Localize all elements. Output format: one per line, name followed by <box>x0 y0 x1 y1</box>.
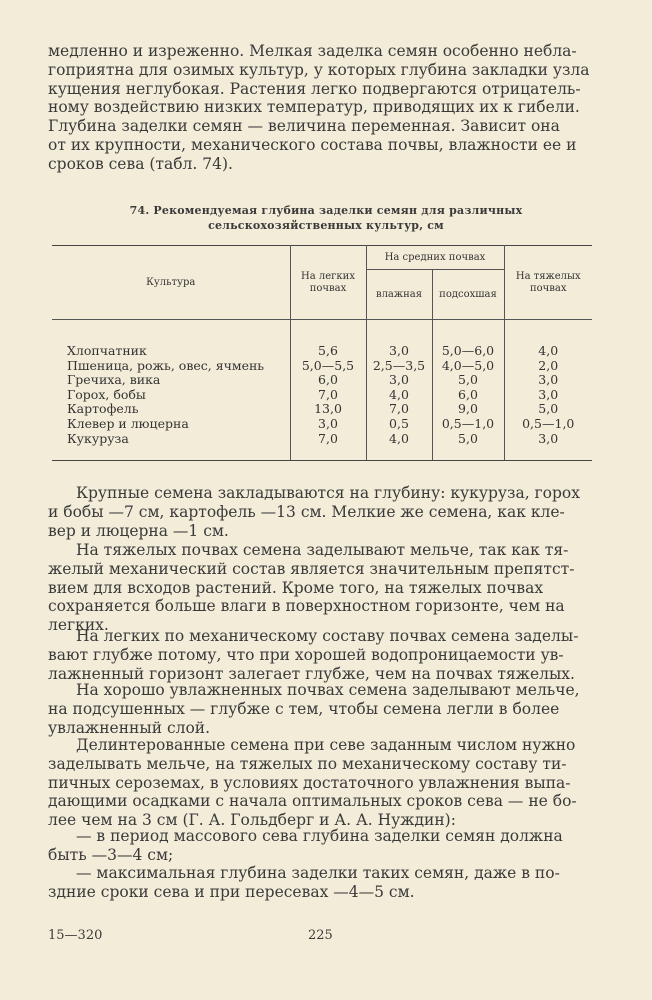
paragraph <box>48 681 604 737</box>
text-line: пичных сероземах, в условиях достаточного увлажнения выпа- <box>48 773 571 792</box>
text-line: дающими осадками с начала оптимальных сроков сева — не бо- <box>48 792 577 811</box>
text-line: вают глубже потому, что при хорошей водопроницаемости ув- <box>48 645 564 664</box>
table-row <box>52 359 592 374</box>
cell-culture: Пшеница, рожь, овес, ячмень <box>52 359 290 374</box>
cell-light: 3,0 <box>290 417 366 432</box>
cell-dry: 4,0—5,0 <box>432 359 504 374</box>
intro-paragraph <box>48 42 604 174</box>
printer-signature: 15—320 <box>48 928 103 943</box>
text-line: кущения неглубокая. Растения легко подвергаются отрицатель- <box>48 79 581 98</box>
text-line: — в период массового сева глубина заделки семян должна <box>76 827 563 845</box>
text-line: Крупные семена закладываются на глубину: кукуруза, горох <box>76 484 580 502</box>
cell-heavy: 2,0 <box>504 359 592 374</box>
page-number: 225 <box>308 928 333 943</box>
text-line: лее чем на 3 см (Г. А. Гольдберг и А. А. Нуждин): <box>48 811 456 830</box>
header-medium-soils: На средних почвах <box>366 246 504 270</box>
cell-light: 13,0 <box>290 402 366 417</box>
text-line: сроков сева (табл. 74). <box>48 154 233 173</box>
table-row <box>52 388 592 403</box>
table-caption-line: сельскохозяйственных культур, см <box>208 219 444 232</box>
text-line: от их крупности, механического состава почвы, влажности ее и <box>48 135 577 154</box>
paragraph <box>48 827 604 865</box>
cell-heavy: 4,0 <box>504 320 592 359</box>
cell-heavy: 3,0 <box>504 388 592 403</box>
text-line: увлажненный слой. <box>48 718 211 737</box>
text-line: и бобы —7 см, картофель —13 см. Мелкие же семена, как кле- <box>48 502 565 521</box>
header-heavy-soils: На тяжелых почвах <box>504 246 592 320</box>
cell-heavy: 0,5—1,0 <box>504 417 592 432</box>
seed-depth-table <box>52 245 592 461</box>
cell-heavy: 3,0 <box>504 373 592 388</box>
table-row <box>52 320 592 359</box>
cell-moist: 3,0 <box>366 373 432 388</box>
cell-dry: 0,5—1,0 <box>432 417 504 432</box>
text-line: ному воздействию низких температур, приводящих их к гибели. <box>48 98 580 117</box>
cell-moist: 7,0 <box>366 402 432 417</box>
text-line: Глубина заделки семян — величина переменная. Зависит она <box>48 117 560 136</box>
header-dry: подсохшая <box>432 270 504 320</box>
paragraph <box>48 736 604 830</box>
paragraph <box>48 627 604 683</box>
text-line: сохраняется больше влаги в поверхностном горизонте, чем на <box>48 597 565 616</box>
text-line: медленно и изреженно. Мелкая заделка семян особенно небла- <box>48 42 577 60</box>
paragraph <box>48 541 604 635</box>
cell-light: 6,0 <box>290 373 366 388</box>
cell-culture: Картофель <box>52 402 290 417</box>
cell-culture: Кукуруза <box>52 432 290 461</box>
cell-culture: Хлопчатник <box>52 320 290 359</box>
text-line: на подсушенных — глубже с тем, чтобы семена легли в более <box>48 699 560 718</box>
table-row <box>52 432 592 461</box>
cell-light: 7,0 <box>290 432 366 461</box>
text-line: На хорошо увлажненных почвах семена заделывают мельче, <box>76 681 580 699</box>
text-line: — максимальная глубина заделки таких семян, даже в по- <box>76 864 560 882</box>
text-line: На легких по механическому составу почвах семена заделы- <box>76 627 579 645</box>
cell-culture: Клевер и люцерна <box>52 417 290 432</box>
cell-moist: 0,5 <box>366 417 432 432</box>
cell-moist: 4,0 <box>366 388 432 403</box>
cell-heavy: 3,0 <box>504 432 592 461</box>
text-line: На тяжелых почвах семена заделывают мельче, так как тя- <box>76 541 569 559</box>
table-caption <box>60 203 592 233</box>
cell-light: 5,0—5,5 <box>290 359 366 374</box>
header-culture: Культура <box>52 246 290 320</box>
cell-dry: 9,0 <box>432 402 504 417</box>
text-line: желый механический состав является значительным препятст- <box>48 559 575 578</box>
text-line: легких. <box>48 616 109 635</box>
cell-culture: Горох, бобы <box>52 388 290 403</box>
cell-moist: 2,5—3,5 <box>366 359 432 374</box>
cell-heavy: 5,0 <box>504 402 592 417</box>
table-row <box>52 402 592 417</box>
cell-light: 5,6 <box>290 320 366 359</box>
text-line: гоприятна для озимых культур, у которых глубина закладки узла <box>48 60 590 79</box>
cell-dry: 5,0 <box>432 432 504 461</box>
text-line: вер и люцерна —1 см. <box>48 521 229 540</box>
table-row <box>52 373 592 388</box>
text-line: здние сроки сева и при пересевах —4—5 см. <box>48 882 415 901</box>
cell-dry: 5,0 <box>432 373 504 388</box>
text-line: Делинтерованные семена при севе заданным числом нужно <box>76 736 576 754</box>
text-line: вием для всходов растений. Кроме того, на тяжелых почвах <box>48 578 544 597</box>
paragraph <box>48 864 604 902</box>
cell-light: 7,0 <box>290 388 366 403</box>
header-moist: влажная <box>366 270 432 320</box>
cell-dry: 5,0—6,0 <box>432 320 504 359</box>
cell-moist: 3,0 <box>366 320 432 359</box>
table-row <box>52 417 592 432</box>
cell-culture: Гречиха, вика <box>52 373 290 388</box>
cell-moist: 4,0 <box>366 432 432 461</box>
text-line: лажненный горизонт залегает глубже, чем на почвах тяжелых. <box>48 664 575 683</box>
paragraph <box>48 484 604 540</box>
text-line: быть —3—4 см; <box>48 845 174 864</box>
header-light-soils: На легких почвах <box>290 246 366 320</box>
table-caption-line: 74. Рекомендуемая глубина заделки семян для различных <box>129 204 523 217</box>
text-line: заделывать мельче, на тяжелых по механическому составу ти- <box>48 754 567 773</box>
cell-dry: 6,0 <box>432 388 504 403</box>
